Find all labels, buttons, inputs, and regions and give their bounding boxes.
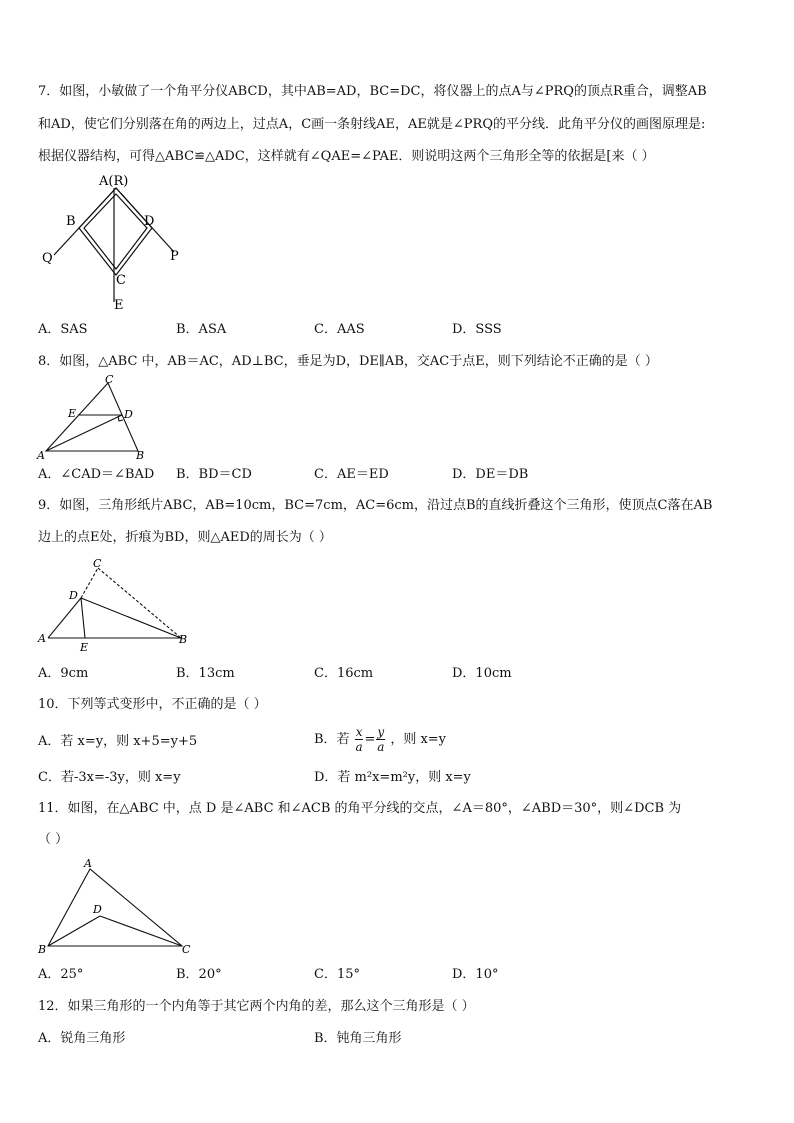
q10-option-a: A．若 x=y，则 x+5=y+5 [38,734,198,749]
q9-dashed-dc [81,568,98,598]
q7-label-q: Q [42,251,53,266]
q11-option-d: D．10° [452,967,499,982]
q7-option-c: C．AAS [314,322,365,337]
q9-option-a: A．9cm [38,666,89,681]
q7-text-line3: 根据仪器结构，可得△ABC≌△ADC，这样就有∠QAE=∠PAE．则说明这两个三角形全等的依据是[来（ ） [38,149,655,164]
q10-option-b-prefix: B．若 [314,732,350,747]
q11-option-b: B．20° [176,967,222,982]
q11-text-line1: 11．如图，在△ABC 中，点 D 是∠ABC 和∠ACB 的角平分线的交点，∠A＝80°，∠ABD＝30°，则∠DCB 为 [38,801,682,816]
q11-figure [36,856,196,958]
q7-option-b: B．ASA [176,322,227,337]
q7-label-p: P [170,249,179,264]
q8-label-b: B [136,449,145,462]
q9-label-e: E [80,641,89,654]
q11-label-b: B [38,943,47,956]
q11-label-c: C [182,943,191,956]
q10-fraction-x-over-a [355,725,364,754]
q11-label-a: A [84,857,92,870]
q7-label-d: D [144,214,155,229]
q9-dashed-cb [98,568,181,638]
q8-option-c: C．AE＝ED [314,467,389,482]
q8-text-line1: 8．如图，△ABC 中，AB＝AC，AD⊥BC，垂足为D，DE∥AB，交AC于点E，则下列结论不正确的是（ ） [38,354,658,369]
q7-label-e: E [114,298,124,313]
q8-label-d: D [124,408,133,421]
q8-option-a: A．∠CAD＝∠BAD [38,467,155,482]
q9-figure [36,556,196,658]
q9-label-b: B [179,633,188,646]
q10-option-c: C．若-3x=-3y，则 x=y [38,770,181,785]
q9-option-d: D．10cm [452,666,512,681]
q8-option-b: B．BD＝CD [176,467,252,482]
q8-figure [36,373,156,463]
q10-text-line1: 10．下列等式变形中，不正确的是（ ） [38,697,267,712]
q12-text-line1: 12．如果三角形的一个内角等于其它两个内角的差，那么这个三角形是（ ） [38,999,475,1014]
q7-label-a: A(R) [99,174,129,189]
q9-label-c: C [93,557,102,570]
q10-fraction1-denominator: a [355,740,363,754]
q9-text-line2: 边上的点E处，折痕为BD，则△AED的周长为（ ） [38,530,332,545]
q10-option-b [314,725,446,754]
q7-option-d: D．SSS [452,322,502,337]
q8-option-d: D．DE＝DB [452,467,529,482]
q7-instrument-inner [84,194,147,269]
q10-option-b-suffix: ，则 x=y [390,732,447,747]
q11-segment-dc [100,916,182,946]
q10-option-d: D．若 m²x=m²y，则 x=y [314,770,471,785]
q10-fraction2-numerator: y [377,725,385,739]
q9-segment-ad [48,598,81,638]
q7-option-a: A．SAS [38,322,88,337]
q9-label-d: D [69,589,78,602]
q9-option-b: B．13cm [176,666,235,681]
q10-fraction1-numerator: x [355,725,363,739]
q8-label-a: A [37,449,45,462]
q9-text-line1: 9．如图，三角形纸片ABC，AB=10cm，BC=7cm，AC=6cm，沿过点B的直线折叠这个三角形，使顶点C落在AB [38,498,713,513]
q10-option-b-equals: = [364,732,376,747]
q7-text-line2: 和AD，使它们分别落在角的两边上，过点A，C画一条射线AE，AE就是∠PRQ的平分线．此角平分仪的画图原理是: [38,117,706,132]
q7-instrument-outer [79,188,155,275]
q8-label-c: C [105,373,114,386]
q9-fold-line-bd [81,598,181,638]
q8-segment-ad [46,415,122,451]
q11-text-line2: （ ） [38,832,69,847]
q9-segment-de [81,598,85,638]
q9-option-c: C．16cm [314,666,374,681]
q11-label-d: D [93,903,102,916]
q11-option-a: A．25° [38,967,84,982]
q8-label-e: E [68,407,77,420]
q12-option-b: B．钝角三角形 [314,1031,402,1046]
q7-label-c: C [116,273,126,288]
q10-fraction2-denominator: a [377,740,385,754]
q7-figure [36,170,196,315]
q12-option-a: A．锐角三角形 [38,1031,126,1046]
q7-label-b: B [66,214,76,229]
q9-label-a: A [38,632,46,645]
q7-text-line1: 7．如图，小敏做了一个角平分仪ABCD，其中AB=AD，BC=DC，将仪器上的点A与∠PRQ的顶点R重合，调整AB [38,84,707,99]
q11-option-c: C．15° [314,967,360,982]
q10-fraction-y-over-a [376,725,385,754]
